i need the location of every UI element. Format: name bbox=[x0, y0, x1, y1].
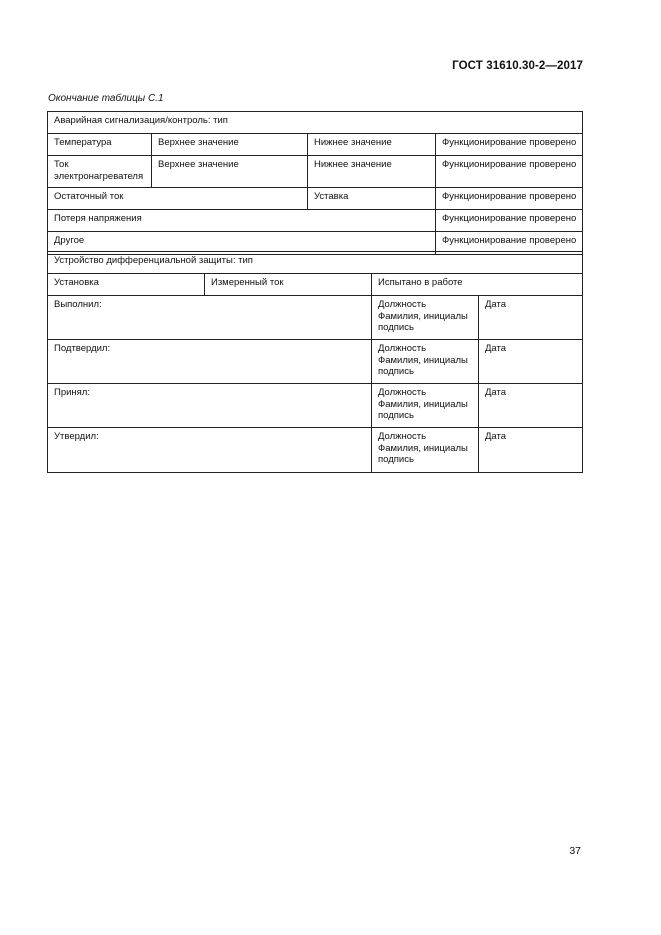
signature-row-confirmed bbox=[48, 340, 582, 384]
voltage-loss-function-checked: Функционирование проверено bbox=[442, 213, 577, 224]
signature-label: Принял: bbox=[48, 384, 372, 427]
heater-current-lower-value: Нижнее значение bbox=[308, 156, 436, 187]
sign-label: подпись bbox=[378, 454, 414, 465]
signature-fields bbox=[372, 428, 479, 472]
position-label: Должность bbox=[378, 299, 427, 310]
heater-current-row bbox=[48, 156, 582, 188]
sign-label: подпись bbox=[378, 322, 414, 333]
signature-row-approved bbox=[48, 428, 582, 472]
differential-protection-table bbox=[47, 251, 583, 473]
name-label: Фамилия, инициалы bbox=[378, 310, 468, 322]
page-number: 37 bbox=[569, 845, 581, 857]
sign-label: подпись bbox=[378, 366, 414, 377]
position-label: Должность bbox=[378, 343, 427, 354]
heater-current-label: Ток электронагревателя bbox=[48, 156, 152, 187]
temperature-row bbox=[48, 134, 582, 156]
signature-fields bbox=[372, 340, 479, 383]
signature-label: Выполнил: bbox=[48, 296, 372, 339]
date-label: Дата bbox=[485, 299, 507, 310]
signature-label: Утвердил: bbox=[48, 428, 372, 472]
voltage-loss-row bbox=[48, 210, 582, 232]
date-label: Дата bbox=[485, 387, 507, 398]
name-label: Фамилия, инициалы bbox=[378, 442, 468, 454]
document-standard-number: ГОСТ 31610.30-2—2017 bbox=[452, 60, 583, 72]
heater-current-upper-value: Верхнее значение bbox=[152, 156, 308, 187]
temperature-label: Температура bbox=[48, 134, 152, 155]
sign-label: подпись bbox=[378, 410, 414, 421]
alarm-title-row bbox=[48, 112, 582, 134]
signature-row-accepted bbox=[48, 384, 582, 428]
residual-current-label: Остаточный ток bbox=[48, 188, 308, 209]
diff-tested-in-operation: Испытано в работе bbox=[378, 277, 463, 288]
signature-fields bbox=[372, 296, 479, 339]
diff-setting: Установка bbox=[48, 274, 205, 295]
alarm-control-table bbox=[47, 111, 583, 255]
voltage-loss-label: Потеря напряжения bbox=[48, 210, 436, 231]
name-label: Фамилия, инициалы bbox=[378, 398, 468, 410]
residual-current-function-checked: Функционирование проверено bbox=[442, 191, 577, 202]
date-label: Дата bbox=[485, 343, 507, 354]
signature-fields bbox=[372, 384, 479, 427]
heater-current-function-checked: Функционирование проверено bbox=[442, 159, 577, 170]
diff-measured-current: Измеренный ток bbox=[205, 274, 372, 295]
diff-title: Устройство дифференциальной защиты: тип bbox=[54, 255, 253, 266]
residual-current-row bbox=[48, 188, 582, 210]
temperature-lower-value: Нижнее значение bbox=[308, 134, 436, 155]
position-label: Должность bbox=[378, 431, 427, 442]
temperature-upper-value: Верхнее значение bbox=[152, 134, 308, 155]
diff-values-row bbox=[48, 274, 582, 296]
other-label: Другое bbox=[48, 232, 436, 254]
signature-label: Подтвердил: bbox=[48, 340, 372, 383]
name-label: Фамилия, инициалы bbox=[378, 354, 468, 366]
table-caption: Окончание таблицы С.1 bbox=[48, 93, 164, 104]
other-function-checked: Функционирование проверено bbox=[442, 235, 577, 246]
position-label: Должность bbox=[378, 387, 427, 398]
temperature-function-checked: Функционирование проверено bbox=[442, 137, 577, 148]
signature-row-performed bbox=[48, 296, 582, 340]
diff-title-row bbox=[48, 252, 582, 274]
date-label: Дата bbox=[485, 431, 507, 442]
alarm-title: Аварийная сигнализация/контроль: тип bbox=[54, 115, 228, 126]
residual-current-setpoint: Уставка bbox=[308, 188, 436, 209]
